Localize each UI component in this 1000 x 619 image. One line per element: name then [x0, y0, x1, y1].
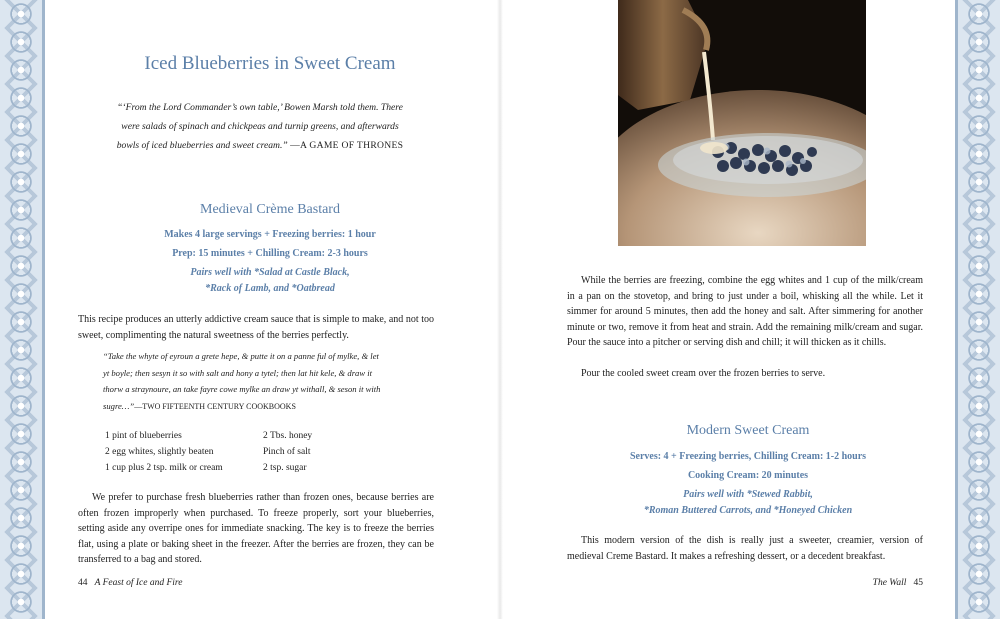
- freezing-paragraph: We prefer to purchase fresh blueberries rather than frozen ones, because berries are often frozen improperly when purchased. To freeze properly, sort your blueberries, setting aside any overripe ones for immediate snacking. The key is to freeze the berries flat, using a plate or baking sheet in the freezer. After the berries are frozen, they can be transferred to a bag and stored.: [78, 492, 434, 565]
- ingredient: 2 Tbs. honey: [263, 431, 313, 441]
- ingredient: 2 tsp. sugar: [263, 463, 307, 473]
- left-footer: [78, 578, 182, 588]
- ingredient-row: [105, 460, 355, 476]
- meta-line: Prep: 15 minutes + Chilling Cream: 2-3 hours: [172, 248, 368, 259]
- ingredient-row: [105, 428, 355, 444]
- medieval-meta: [90, 225, 450, 263]
- cooking-paragraph: While the berries are freezing, combine the egg whites and 1 cup of the milk/cream in a pan on the stovetop, and bring to just under a boil, whisking all the while. Let it simmer for around 5 minutes, then add the honey and salt. After simmering for another minute or two, remove it from heat and strain. Add the remaining milk/cream and sugar. Pour the sauce into a pitcher or serving dish and chill; it will thicken as it chills.: [567, 275, 923, 348]
- epigraph-line: “‘From the Lord Commander’s own table,’ Bowen Marsh told them. There: [117, 102, 403, 113]
- epigraph: [100, 98, 420, 155]
- meta-line: Makes 4 large servings + Freezing berries: 1 hour: [164, 229, 376, 240]
- pairs-line: Pairs well with *Stewed Rabbit,: [683, 489, 813, 500]
- epigraph-line-last: [100, 136, 420, 155]
- meta-line: Cooking Cream: 20 minutes: [687, 470, 809, 481]
- quote-source: —TWO FIFTEENTH CENTURY COOKBOOKS: [134, 401, 296, 411]
- decorative-border-left: [0, 0, 45, 619]
- ingredient: 1 pint of blueberries: [105, 431, 182, 441]
- right-page: [503, 0, 955, 619]
- quote-line-last: [103, 398, 408, 416]
- epigraph-source: —A GAME OF THRONES: [290, 140, 404, 151]
- pitcher-and-blueberries-photo: [618, 0, 866, 246]
- ingredient: 2 egg whites, slightly beaten: [105, 447, 214, 457]
- quote-text: sugre…”: [103, 400, 135, 411]
- modern-pairings: [568, 487, 928, 519]
- ingredients-list: [105, 428, 355, 476]
- pairs-line: Pairs well with *Salad at Castle Black,: [190, 267, 350, 278]
- ingredient-row: [105, 444, 355, 460]
- dessert-photo: [618, 0, 866, 246]
- meta-line: Serves: 4 + Freezing berries, Chilling Cream: 1-2 hours: [629, 451, 867, 462]
- serving-paragraph: Pour the cooled sweet cream over the frozen berries to serve.: [581, 368, 826, 379]
- decorative-border-right: [955, 0, 1000, 619]
- pairs-line: *Rack of Lamb, and *Oatbread: [205, 283, 335, 294]
- page-number-left: 44: [78, 578, 88, 588]
- quote-line: “Take the whyte of eyroun a grete hepe, & putte it on a panne ful of mylke, & let: [103, 351, 379, 361]
- left-page: [45, 0, 497, 619]
- recipe-page-title: Iced Blueberries in Sweet Cream: [144, 53, 396, 74]
- ingredient: Pinch of salt: [263, 447, 311, 457]
- epigraph-line: were salads of spinach and chickpeas and turnip greens, and afterwards: [121, 121, 399, 132]
- medieval-pairings: [90, 265, 450, 297]
- epigraph-line-text: bowls of iced blueberries and sweet cream.”: [116, 140, 288, 151]
- ingredient: 1 cup plus 2 tsp. milk or cream: [105, 463, 223, 473]
- quote-line: yt boyle; then sesyn it so with salt and hony a tytel; then lat hit kele, & draw it: [103, 367, 372, 378]
- page-number-right: 45: [913, 578, 923, 588]
- modern-paragraph: This modern version of the dish is really just a sweeter, creamier, version of medieval Creme Bastard. It makes a refreshing dessert, or a decedent breakfast.: [567, 535, 923, 562]
- medieval-recipe-title: Medieval Crème Bastard: [200, 202, 340, 217]
- running-title-left: A Feast of Ice and Fire: [94, 578, 183, 588]
- modern-meta: [568, 447, 928, 485]
- pairs-line: *Roman Buttered Carrots, and *Honeyed Chicken: [643, 505, 853, 516]
- right-footer: [865, 578, 923, 588]
- intro-paragraph: This recipe produces an utterly addictive cream sauce that is simple to make, and not too sweet, complimenting the natural sweetness of the berries perfectly.: [78, 314, 434, 341]
- historical-quote: [103, 348, 408, 415]
- modern-recipe-title: Modern Sweet Cream: [686, 423, 810, 438]
- quote-line: thorw a straynoure, an take fayre cowe mylke an draw yt withall, & seson it with: [103, 384, 381, 394]
- running-title-right: The Wall: [872, 578, 907, 588]
